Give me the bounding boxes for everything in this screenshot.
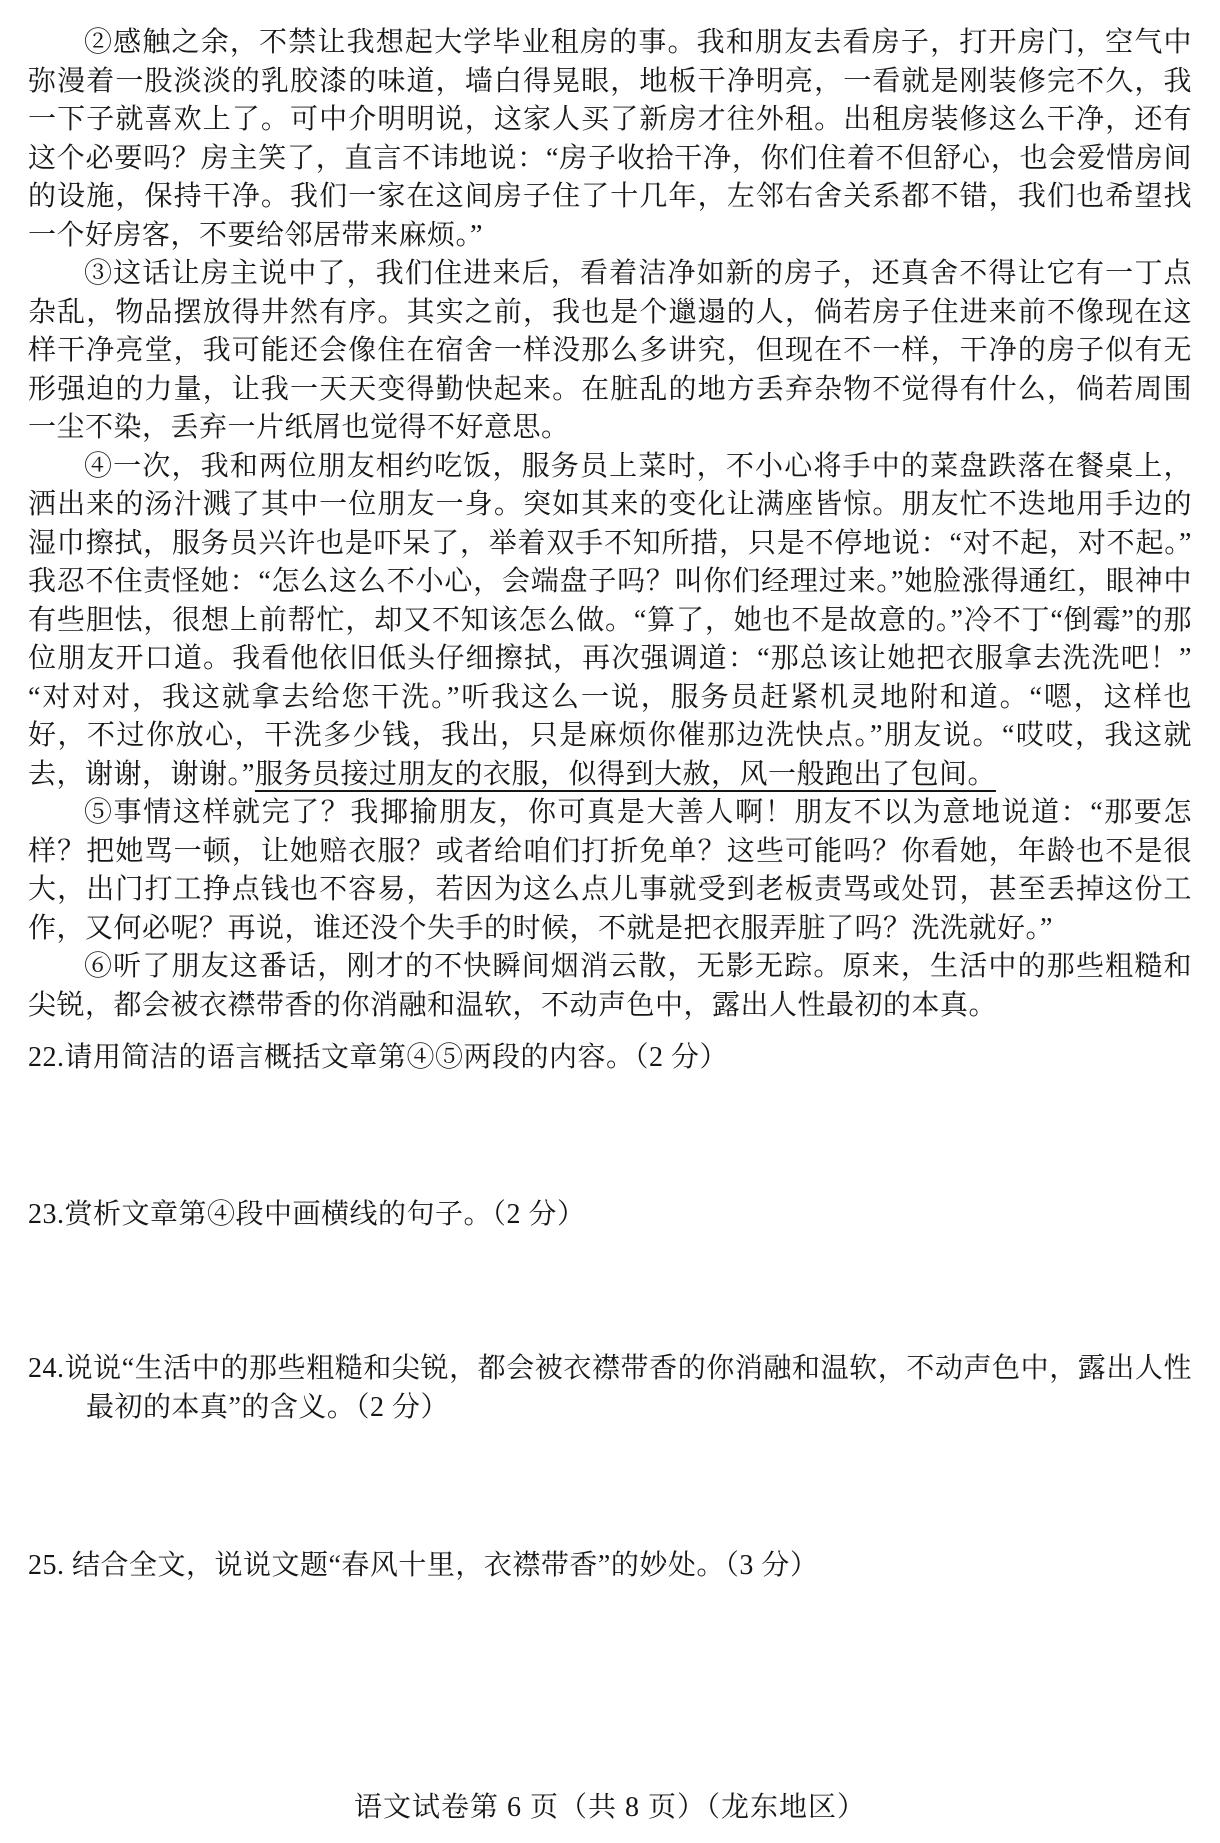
question-24-number: 24. (28, 1353, 65, 1384)
question-23-points: （2 分） (492, 1198, 586, 1230)
question-23-text: 赏析文章第④段中画横线的句子。 (64, 1198, 493, 1230)
question-24-points: （2 分） (355, 1391, 449, 1423)
question-23-number: 23. (28, 1198, 65, 1230)
question-25-number: 25. (28, 1550, 72, 1581)
question-22-number: 22. (28, 1042, 65, 1073)
page-footer: 语文试卷第 6 页（共 8 页）（龙东地区） (353, 1792, 866, 1823)
question-25-text: 结合全文，说说文题“春风十里，衣襟带香”的妙处。 (72, 1550, 725, 1581)
passage-paragraph-5: ⑤事情这样就完了？我揶揄朋友，你可真是大善人啊！朋友不以为意地说道：“那要怎样？把她骂一顿，让她赔衣服？或者给咱们打折免单？这些可能吗？你看她，年龄也不是很大，出门打工挣点钱也不容易，若因为这么点儿事就受到老板责骂或处罚，甚至丢掉这份工作，又何必呢？再说，谁还没个失手的时候，不就是把衣服弄脏了吗？洗洗就好。” (28, 797, 1192, 944)
question-22 (28, 1039, 1192, 1078)
question-22-points: （2 分） (634, 1042, 729, 1073)
reading-passage (28, 24, 1192, 1025)
passage-paragraph-4 (28, 448, 1192, 795)
question-23 (28, 1196, 1192, 1235)
content-area (28, 24, 1192, 1586)
question-25 (28, 1547, 1192, 1586)
underlined-sentence: 服务员接过朋友的衣服，似得到大赦，风一般跑出了包间。 (254, 758, 996, 790)
question-24-text: 说说“生活中的那些粗糙和尖锐，都会被衣襟带香的你消融和温软，不动声色中，露出人性最初的本真”的含义。 (64, 1353, 1192, 1423)
passage-paragraph-3: ③这话让房主说中了，我们住进来后，看着洁净如新的房子，还真舍不得让它有一丁点杂乱，物品摆放得井然有序。其实之前，我也是个邋遢的人，倘若房子住进来前不像现在这样干净亮堂，我可能还会像住在宿舍一样没那么多讲究，但现在不一样，干净的房子似有无形强迫的力量，让我一天天变得勤快起来。在脏乱的地方丢弃杂物不觉得有什么，倘若周围一尘不染，丢弃一片纸屑也觉得不好意思。 (28, 258, 1192, 443)
question-22-text: 请用简洁的语言概括文章第④⑤两段的内容。 (64, 1042, 635, 1073)
question-24 (28, 1350, 1192, 1427)
passage-paragraph-6: ⑥听了朋友这番话，刚才的不快瞬间烟消云散，无影无踪。原来，生活中的那些粗糙和尖锐，都会被衣襟带香的你消融和温软，不动声色中，露出人性最初的本真。 (28, 951, 1192, 1021)
question-25-points: （3 分） (724, 1550, 819, 1581)
passage-paragraph-2: ②感触之余，不禁让我想起大学毕业租房的事。我和朋友去看房子，打开房门，空气中弥漫着一股淡淡的乳胶漆的味道，墙白得晃眼，地板干净明亮，一看就是刚装修完不久，我一下子就喜欢上了。可中介明明说，这家人买了新房才往外租。出租房装修这么干净，还有这个必要吗？房主笑了，直言不讳地说：“房子收拾干净，你们住着不但舒心，也会爱惜房间的设施，保持干净。我们一家在这间房子住了十几年，左邻右舍关系都不错，我们也希望找一个好房客，不要给邻居带来麻烦。” (28, 27, 1192, 251)
passage-paragraph-4-text: ④一次，我和两位朋友相约吃饭，服务员上菜时，不小心将手中的菜盘跌落在餐桌上，洒出来的汤汁溅了其中一位朋友一身。突如其来的变化让满座皆惊。朋友忙不迭地用手边的湿巾擦拭，服务员兴许也是吓呆了，举着双手不知所措，只是不停地说：“对不起，对不起。”我忍不住责怪她：“怎么这么不小心，会端盘子吗？叫你们经理过来。”她脸涨得通红，眼神中有些胆怯，很想上前帮忙，却又不知该怎么做。“算了，她也不是故意的。”冷不丁“倒霉”的那位朋友开口道。我看他依旧低头仔细擦拭，再次强调道：“那总该让她把衣服拿去洗洗吧！”“对对对，我这就拿去给您干洗。”听我这么一说，服务员赶紧机灵地附和道。“嗯，这样也好，不过你放心，干洗多少钱，我出，只是麻烦你催那边洗快点。”朋友说。“哎哎，我这就去，谢谢，谢谢。” (28, 450, 1192, 790)
